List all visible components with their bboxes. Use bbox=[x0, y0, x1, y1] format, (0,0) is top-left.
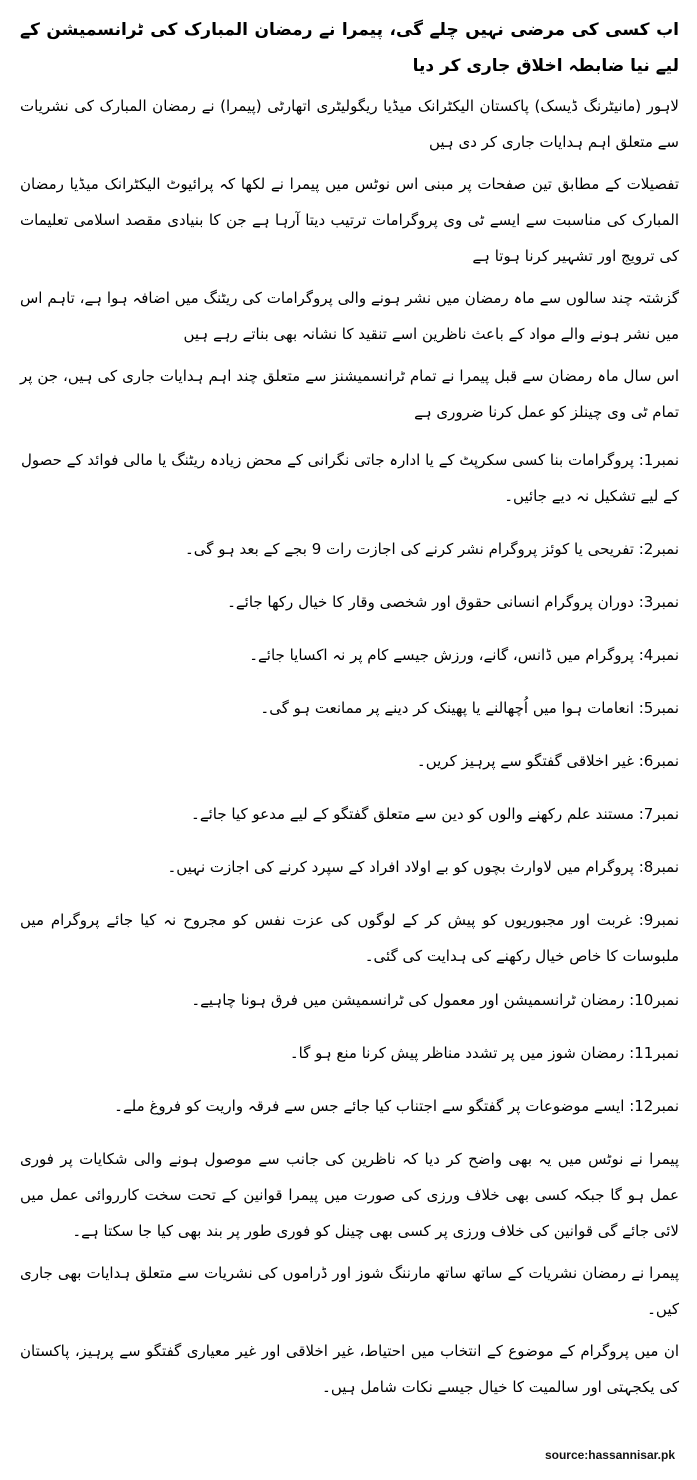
intro-paragraph: لاہور (مانیٹرنگ ڈیسک) پاکستان الیکٹرانک میڈیا ریگولیٹری اتھارٹی (پیمرا) نے رمضان المبارک کی نشریات سے متعلق اہم ہدایات جاری کر دی ہیں bbox=[20, 97, 679, 151]
rule-item-7: نمبر7: مستند علم رکھنے والوں کو دین سے متعلق گفتگو کے لیے مدعو کیا جائے۔ bbox=[191, 805, 679, 823]
background-paragraph: گزشتہ چند سالوں سے ماہ رمضان میں نشر ہونے والی پروگرامات کی ریٹنگ میں اضافہ ہوا ہے، تاہم اس میں نشر ہونے والے مواد کے باعث ناظرین اسے تنقید کا نشانہ بھی بناتے رہے ہیں bbox=[20, 289, 679, 343]
rule-item-12: نمبر12: ایسے موضوعات پر گفتگو سے اجتناب کیا جائے جس سے فرقہ واریت کو فروغ ملے۔ bbox=[114, 1097, 679, 1115]
enforcement-paragraph: پیمرا نے نوٹس میں یہ بھی واضح کر دیا کہ ناظرین کی جانب سے موصول ہونے والی شکایات پر فوری عمل ہو گا جبکہ کسی بھی خلاف ورزی کی صورت میں پیمرا قوانین کے تحت سخت کارروائی عمل میں لائی جائے گی قوانین کی خلاف ورزی پر کسی بھی چینل کو فوری طور پر بند بھی کیا جا سکتا ہے۔ bbox=[20, 1150, 679, 1240]
topics-paragraph: ان میں پروگرام کے موضوع کے انتخاب میں احتیاط، غیر اخلاقی اور غیر معیاری گفتگو سے پرہیز، پاکستان کی یکجہتی اور سالمیت کا خیال جیسے نکات شامل ہیں۔ bbox=[20, 1342, 679, 1396]
source-credit: source:hassannisar.pk bbox=[544, 1448, 675, 1462]
rule-item-11: نمبر11: رمضان شوز میں پر تشدد مناظر پیش کرنا منع ہو گا۔ bbox=[289, 1044, 679, 1062]
rule-item-2: نمبر2: تفریحی یا کوئز پروگرام نشر کرنے کی اجازت رات 9 بجے کے بعد ہو گی۔ bbox=[185, 540, 679, 558]
rule-item-8: نمبر8: پروگرام میں لاوارث بچوں کو بے اولاد افراد کے سپرد کرنے کی اجازت نہیں۔ bbox=[167, 858, 679, 876]
rule-item-10: نمبر10: رمضان ٹرانسمیشن اور معمول کی ٹرانسمیشن میں فرق ہونا چاہیے۔ bbox=[191, 991, 679, 1009]
rule-item-5: نمبر5: انعامات ہوا میں اُچھالنے یا پھینک کر دینے پر ممانعت ہو گی۔ bbox=[260, 699, 679, 717]
morning-shows-paragraph: پیمرا نے رمضان نشریات کے ساتھ ساتھ مارننگ شوز اور ڈراموں کی نشریات سے متعلق ہدایات بھی جاری کیں۔ bbox=[20, 1264, 679, 1318]
details-paragraph: تفصیلات کے مطابق تین صفحات پر مبنی اس نوٹس میں پیمرا نے لکھا کہ پرائیوٹ الیکٹرانک میڈیا رمضان المبارک کی مناسبت سے ایسے ٹی وی پروگرامات ترتیب دیتا آرہا ہے جن کا بنیادی مقصد اسلامی تعلیمات کی ترویج اور تشہیر کرنا ہوتا ہے bbox=[20, 175, 679, 265]
article-headline: اب کسی کی مرضی نہیں چلے گی، پیمرا نے رمضان المبارک کی ٹرانسمیشن کے لیے نیا ضابطہ اخلاق جاری کر دیا bbox=[20, 20, 679, 76]
rule-item-3: نمبر3: دوران پروگرام انسانی حقوق اور شخصی وقار کا خیال رکھا جائے۔ bbox=[227, 593, 679, 611]
instructions-paragraph: اس سال ماہ رمضان سے قبل پیمرا نے تمام ٹرانسمیشنز سے متعلق چند اہم ہدایات جاری کی ہیں، جن پر تمام ٹی وی چینلز کو عمل کرنا ضروری ہے bbox=[20, 367, 679, 421]
rules-list bbox=[20, 442, 679, 1124]
rule-item-9: نمبر9: غربت اور مجبوریوں کو پیش کر کے لوگوں کی عزت نفس کو مجروح نہ کیا جائے پروگرام میں ملبوسات کا خاص خیال رکھنے کی ہدایت کی گئی۔ bbox=[20, 911, 679, 965]
rule-item-6: نمبر6: غیر اخلاقی گفتگو سے پرہیز کریں۔ bbox=[416, 752, 679, 770]
rule-item-4: نمبر4: پروگرام میں ڈانس، گانے، ورزش جیسے کام پر نہ اکسایا جائے۔ bbox=[249, 646, 679, 664]
rule-item-1: نمبر1: پروگرامات بنا کسی سکرپٹ کے یا ادارہ جاتی نگرانی کے محض زیادہ ریٹنگ یا مالی فوائد کے حصول کے لیے تشکیل نہ دیے جائیں۔ bbox=[20, 451, 679, 505]
